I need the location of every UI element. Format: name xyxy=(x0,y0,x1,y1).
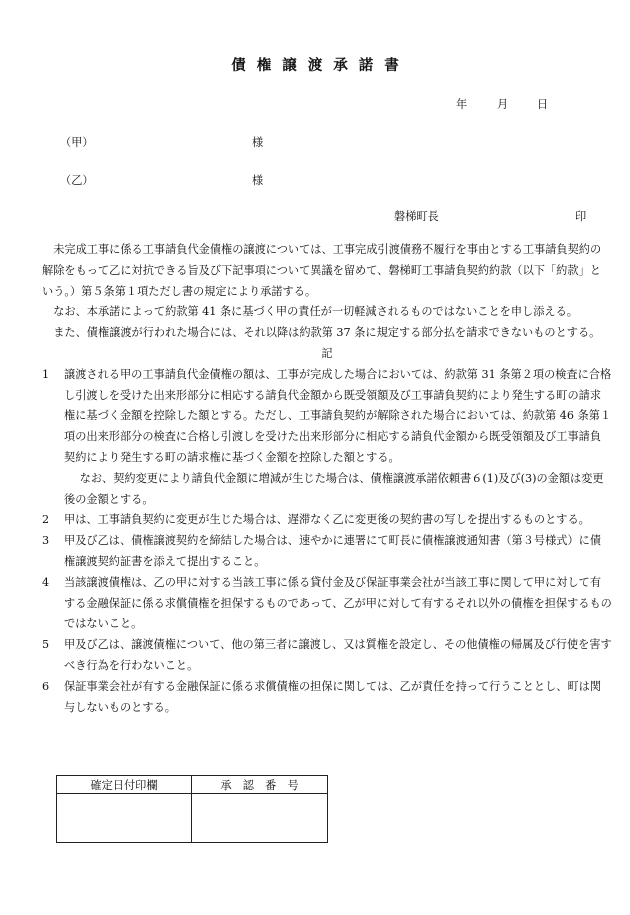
list-item-5 xyxy=(42,635,612,677)
item-text: 譲渡される甲の工事請負代金債権の額は、工事が完成した場合においては、約款第 31 条第２項の検査に合格し引渡しを受けた出来形部分に相応する請負代金額から既受領額及び工事請負契約により発生する町の請求権に基づく金額を控除した額とする。ただし、工事請負契約が解除された場合においては、約款第 46 条第１項の出来形部分の検査に合格し引渡しを受けた出来形部分に相応する請負代金額から既受領額及び工事請負契約により発生する町の請求権に基づく金額を控除した額とする。 xyxy=(64,367,612,464)
item-text: 甲及び乙は、債権譲渡契約を締結した場合は、速やかに連署にて町長に債権譲渡通知書（第３号様式）に債権譲渡契約証書を添えて提出すること。 xyxy=(64,534,602,568)
paragraph-terms: 未完成工事に係る工事請負代金債権の譲渡については、工事完成引渡債務不履行を事由とする工事請負契約の解除をもって乙に対抗できる旨及び下記事項について異議を留めて、磐梯町工事請負契約約款（以下「約款」という。）第５条第１項ただし書の規定により承諾する。 xyxy=(42,243,602,298)
item-number: 3 xyxy=(42,534,50,548)
item-text: 保証事業会社が有する金融保証に係る求償債権の担保に関しては、乙が責任を持って行うこととし、町は関与しないものとする。 xyxy=(64,679,602,714)
item-text: 甲及び乙は、譲渡債権について、他の第三者に譲渡し、又は質権を設定し、その他債権の帰属及び行使を害すべき行為を行わないこと。 xyxy=(64,638,612,672)
list-item-2 xyxy=(42,510,612,531)
item-number: 4 xyxy=(42,575,50,589)
page-title: 債権譲渡承諾書 xyxy=(231,57,410,74)
stamp-table xyxy=(56,775,328,843)
list-item-3 xyxy=(42,531,612,573)
party-b-honorific: 様 xyxy=(252,174,264,187)
issuer-name: 磐梯町長 xyxy=(394,210,439,223)
date-year: 年 xyxy=(456,98,468,111)
date-month: 月 xyxy=(497,98,509,111)
item-number: 1 xyxy=(42,367,50,381)
paragraph-liability: なお、本承諾によって約款第 41 条に基づく甲の責任が一切軽減されるものではないことを申し添える。 xyxy=(53,305,578,319)
party-b-label: （乙） xyxy=(60,174,94,187)
paragraph-partial-payment: また、債権譲渡が行われた場合には、それ以降は約款第 37 条に規定する部分払を請求できないものとする。 xyxy=(53,326,601,340)
date-line xyxy=(0,96,630,112)
body-text xyxy=(42,240,612,718)
item-text: 当該譲渡債権は、乙の甲に対する当該工事に係る貸付金及び保証事業会社が当該工事に関して甲に対して有する金融保証に係る求償債権を担保するものであって、乙が甲に対して有するそれ以外の債権を担保するものではないこと。 xyxy=(64,575,612,631)
party-a-label: （甲） xyxy=(60,136,94,149)
certified-date-stamp-field[interactable] xyxy=(57,794,192,843)
date-day: 日 xyxy=(537,98,549,111)
ki-heading: 記 xyxy=(321,346,333,360)
item-1-note: なお、契約変更により請負代金額に増減が生じた場合は、債権譲渡承諾依頼書６(1)及び(3)の金額は変更後の金額とする。 xyxy=(64,471,604,506)
item-number: 5 xyxy=(42,638,50,652)
item-number: 6 xyxy=(42,679,50,693)
party-a-honorific: 様 xyxy=(252,136,264,149)
issuer-seal: 印 xyxy=(575,210,587,223)
approval-number-field[interactable] xyxy=(192,794,328,843)
certified-date-stamp-header: 確定日付印欄 xyxy=(57,776,192,794)
list-item-4 xyxy=(42,573,612,635)
item-number: 2 xyxy=(42,513,50,527)
list-item-6 xyxy=(42,677,612,719)
item-text: 甲は、工事請負契約に変更が生じた場合は、遅滞なく乙に変更後の契約書の写しを提出するものとする。 xyxy=(64,513,590,527)
list-item-1 xyxy=(42,365,612,469)
approval-number-header: 承 認 番 号 xyxy=(192,776,328,794)
